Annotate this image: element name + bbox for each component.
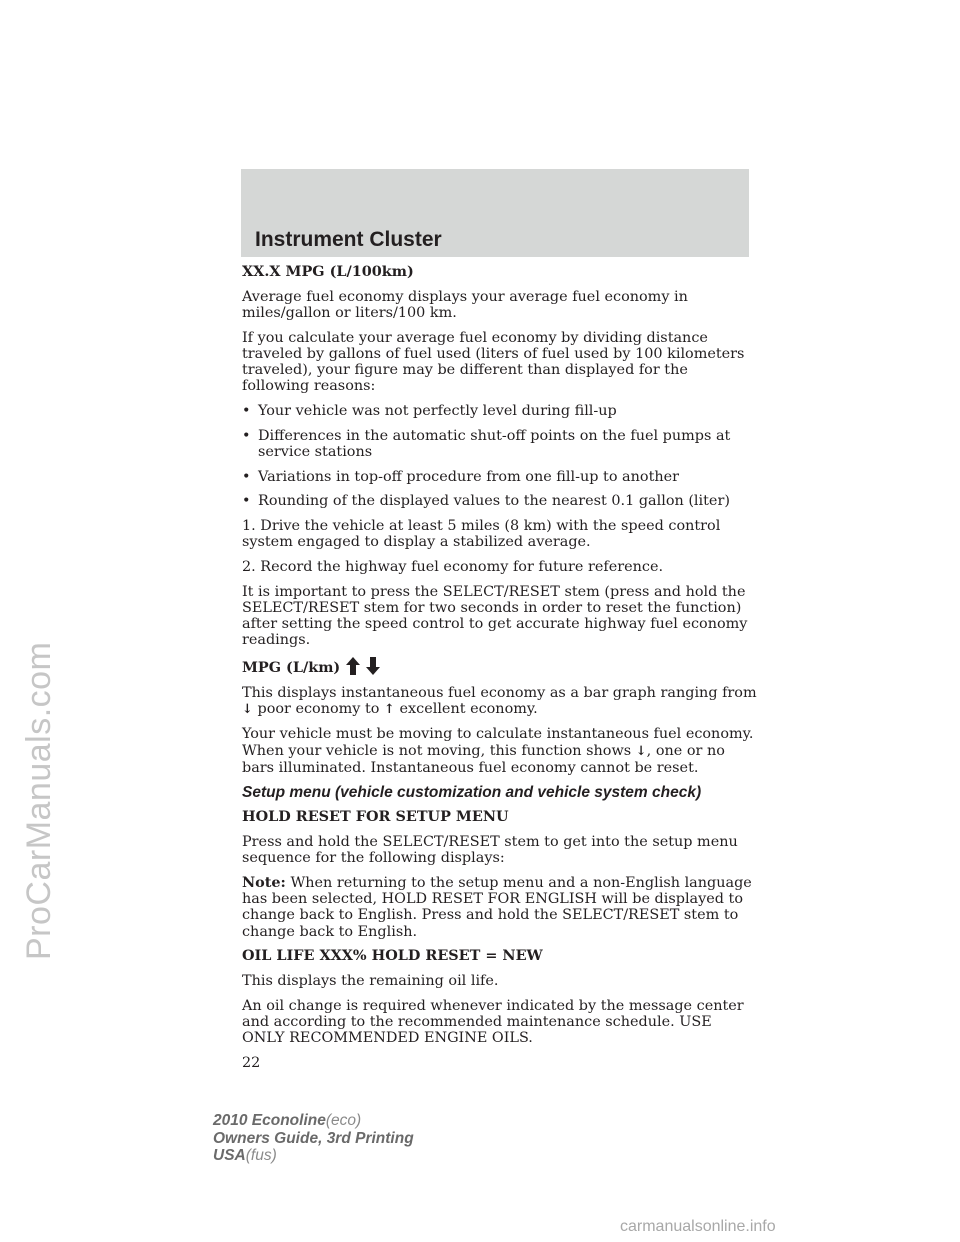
down-arrow-glyph: ↓ — [242, 701, 253, 717]
footer-model-code: (eco) — [325, 1112, 362, 1129]
arrow-down-icon — [366, 657, 380, 675]
mpg-heading — [242, 657, 757, 676]
oil-change-text: An oil change is required whenever indicated by the message center and according to the recommended maintenance schedule. USE ONLY RECOMMENDED ENGINE OILS. — [242, 997, 744, 1047]
setup-menu-heading: Setup menu (vehicle customization and vehicle system check) — [242, 783, 702, 801]
list-item — [242, 428, 757, 460]
footer-region-code: (fus) — [245, 1147, 277, 1164]
section-title: Instrument Cluster — [255, 228, 442, 251]
reasons-list — [242, 403, 757, 510]
down-arrow-glyph: ↓ — [635, 743, 647, 759]
footer-line-3 — [213, 1147, 414, 1165]
bullet-dot: • — [242, 402, 251, 419]
step-1-text: 1. Drive the vehicle at least 5 miles (8 km) with the speed control system engaged to display a stabilized average. — [242, 517, 721, 551]
side-watermark: ProCarManuals.com — [20, 641, 58, 960]
instant-text-a: This displays instantaneous fuel economy as a bar graph ranging from — [242, 684, 757, 701]
moving-text-b: , one or no bars illuminated. Instantaneous fuel economy cannot be reset. — [242, 742, 725, 776]
bullet-dot: • — [242, 468, 251, 485]
instant-economy-text — [242, 685, 757, 718]
list-item — [242, 403, 757, 419]
note-text: When returning to the setup menu and a non-English language has been selected, HOLD RESET FOR ENGLISH will be displayed to change back to English. Press and hold the SELECT/RESET stem to change back to English. — [242, 874, 752, 940]
footer-line-2: Owners Guide, 3rd Printing — [213, 1129, 414, 1147]
note-label: Note: — [242, 873, 286, 891]
oil-life-text: This displays the remaining oil life. — [242, 972, 499, 989]
section-header — [241, 169, 749, 257]
page-number: 22 — [242, 1054, 261, 1071]
bullet-dot: • — [242, 493, 251, 510]
hold-reset-text: Press and hold the SELECT/RESET stem to get into the setup menu sequence for the following displays: — [242, 833, 738, 867]
list-item — [242, 493, 757, 509]
page-content — [242, 264, 757, 1079]
list-item-text: Your vehicle was not perfectly level during fill-up — [258, 402, 617, 419]
hold-reset-heading: HOLD RESET FOR SETUP MENU — [242, 808, 509, 826]
document-footer — [213, 1112, 414, 1165]
footer-region: USA — [213, 1147, 246, 1164]
bullet-dot: • — [242, 427, 251, 444]
bottom-watermark: carmanualsonline.info — [620, 1218, 776, 1235]
footer-line-1 — [213, 1112, 414, 1130]
moving-text-a: Your vehicle must be moving to calculate instantaneous fuel economy. When your vehicle is not moving, this function shows — [242, 726, 754, 759]
footer-model: 2010 Econoline — [213, 1112, 326, 1129]
calc-difference-text: If you calculate your average fuel economy by dividing distance traveled by gallons of fuel used (liters of fuel used by 100 kilometers traveled), your figure may be different than displayed for the following reasons: — [242, 329, 745, 395]
list-item-text: Variations in top-off procedure from one fill-up to another — [258, 468, 680, 485]
important-note-text: It is important to press the SELECT/RESET stem (press and hold the SELECT/RESET stem for two seconds in order to reset the function) after setting the speed control to get accurate highway fuel economy readings. — [242, 583, 748, 649]
avg-mpg-heading: XX.X MPG (L/100km) — [242, 263, 414, 280]
instant-text-b: poor economy to — [257, 700, 380, 717]
note-paragraph — [242, 875, 757, 940]
up-arrow-glyph: ↑ — [384, 701, 395, 717]
list-item-text: Differences in the automatic shut-off points on the fuel pumps at service stations — [258, 427, 731, 460]
list-item-text: Rounding of the displayed values to the nearest 0.1 gallon (liter) — [258, 493, 730, 510]
moving-requirement-text — [242, 726, 757, 776]
avg-mpg-description: Average fuel economy displays your average fuel economy in miles/gallon or liters/100 km. — [242, 288, 688, 321]
step-2-text: 2. Record the highway fuel economy for future reference. — [242, 558, 664, 575]
oil-life-heading: OIL LIFE XXX% HOLD RESET = NEW — [242, 947, 543, 965]
instant-text-c: excellent economy. — [399, 700, 538, 717]
list-item — [242, 469, 757, 485]
arrow-up-icon — [346, 657, 360, 675]
mpg-heading-text: MPG (L/km) — [242, 658, 341, 676]
